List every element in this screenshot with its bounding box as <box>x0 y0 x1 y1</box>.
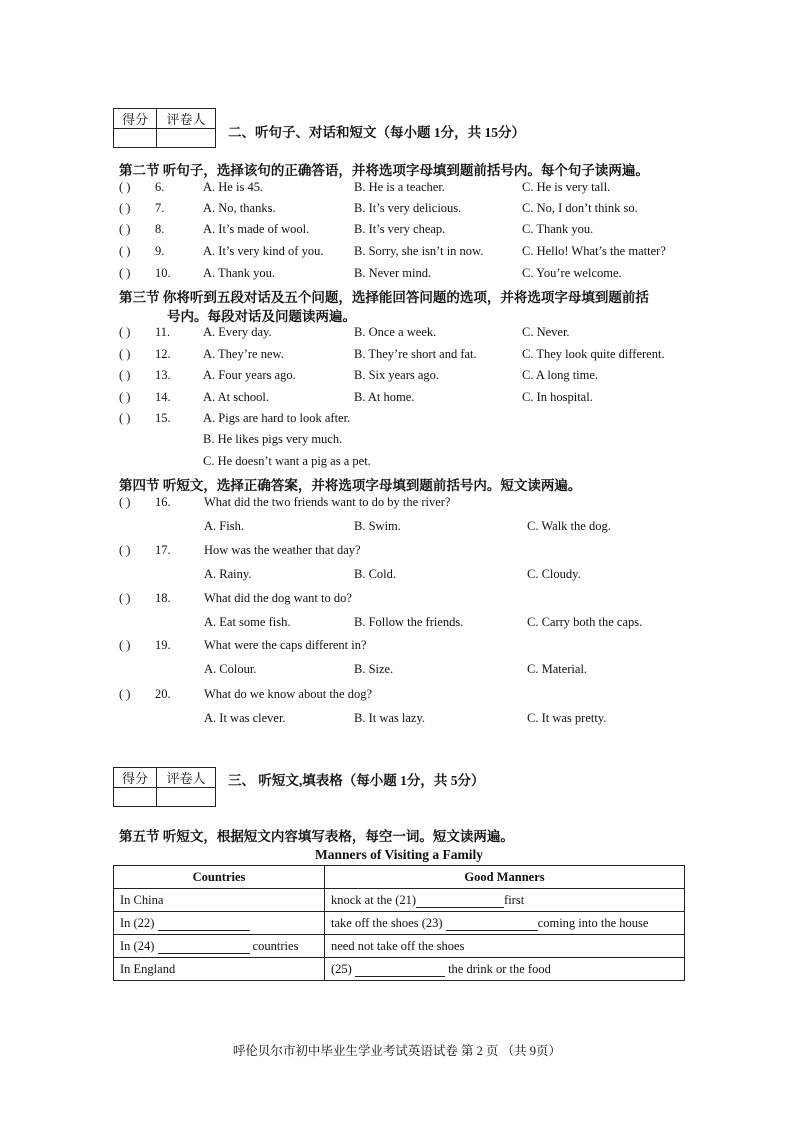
answer-bracket[interactable]: ( ) <box>119 201 131 215</box>
score-cell[interactable] <box>114 788 157 807</box>
question-number: 20. <box>155 687 171 701</box>
answer-bracket[interactable]: ( ) <box>119 411 131 425</box>
answer-bracket[interactable]: ( ) <box>119 495 131 509</box>
question-number: 19. <box>155 638 171 652</box>
option-b: B. Once a week. <box>354 325 437 339</box>
answer-bracket[interactable]: ( ) <box>119 543 131 557</box>
option-a: A. It was clever. <box>204 711 286 725</box>
part3-title: 三、 听短文,填表格（每小题 1分，共 5分） <box>228 773 485 788</box>
option-a: A. Thank you. <box>203 266 275 280</box>
option-a: A. Eat some fish. <box>204 615 291 629</box>
option-a: A. Fish. <box>204 519 244 533</box>
column-header-countries: Countries <box>114 866 325 889</box>
country-cell <box>114 958 325 981</box>
option-b: B. Sorry, she isn’t in now. <box>354 244 484 258</box>
section3-title-line1: 第三节 你将听到五段对话及五个问题，选择能回答问题的选项，并将选项字母填到题前括 <box>119 290 649 305</box>
question-number: 12. <box>155 347 171 361</box>
option-c: C. In hospital. <box>522 390 593 404</box>
cell-text: need not take off the shoes <box>331 938 465 953</box>
option-c: C. He is very tall. <box>522 180 611 194</box>
table-header-row <box>114 866 685 889</box>
option-b: B. It was lazy. <box>354 711 426 725</box>
option-a: A. Pigs are hard to look after. <box>203 411 351 425</box>
cell-text: In (22) <box>120 915 155 930</box>
option-b: B. At home. <box>354 390 415 404</box>
question-number: 17. <box>155 543 171 557</box>
question-number: 7. <box>155 201 165 215</box>
blank-22[interactable] <box>158 918 250 931</box>
cell-text: In England <box>120 961 176 976</box>
manner-cell <box>325 912 685 935</box>
answer-bracket[interactable]: ( ) <box>119 687 131 701</box>
cell-text: coming into the house <box>537 915 649 930</box>
answer-bracket[interactable]: ( ) <box>119 368 131 382</box>
option-a: A. It’s made of wool. <box>203 222 310 236</box>
section2-title: 第二节 听句子，选择该句的正确答语，并将选项字母填到题前括号内。每个句子读两遍。 <box>119 163 649 178</box>
option-c: C. Carry both the caps. <box>527 615 643 629</box>
table-row <box>114 935 685 958</box>
option-a: A. No, thanks. <box>203 201 276 215</box>
cell-text: the drink or the food <box>448 961 551 976</box>
grader-label: 评卷人 <box>157 768 216 788</box>
manner-cell <box>325 935 685 958</box>
manners-table <box>113 865 685 981</box>
option-b: B. It’s very delicious. <box>354 201 462 215</box>
option-a: A. It’s very kind of you. <box>203 244 324 258</box>
question-text: How was the weather that day? <box>204 543 361 557</box>
option-a: A. Colour. <box>204 662 257 676</box>
cell-text: take off the shoes (23) <box>331 915 443 930</box>
option-c: C. He doesn’t want a pig as a pet. <box>203 454 371 468</box>
question-number: 18. <box>155 591 171 605</box>
option-c: C. It was pretty. <box>527 711 607 725</box>
section4-title: 第四节 听短文，选择正确答案，并将选项字母填到题前括号内。短文读两遍。 <box>119 478 582 493</box>
option-b: B. Never mind. <box>354 266 432 280</box>
table-title: Manners of Visiting a Family <box>315 847 483 862</box>
cell-text: In (24) <box>120 938 155 953</box>
answer-bracket[interactable]: ( ) <box>119 347 131 361</box>
column-header-good-manners: Good Manners <box>325 866 685 889</box>
option-b: B. They’re short and fat. <box>354 347 477 361</box>
score-cell[interactable] <box>114 129 157 148</box>
blank-25[interactable] <box>355 964 445 977</box>
score-label: 得分 <box>114 768 157 788</box>
question-number: 15. <box>155 411 171 425</box>
question-text: What did the two friends want to do by the river? <box>204 495 451 509</box>
option-c: C. No, I don’t think so. <box>522 201 638 215</box>
option-a: A. Rainy. <box>204 567 252 581</box>
manner-cell <box>325 958 685 981</box>
country-cell <box>114 889 325 912</box>
option-c: C. Walk the dog. <box>527 519 611 533</box>
page-footer: 呼伦贝尔市初中毕业生学业考试英语试卷 第 2 页 （共 9页） <box>232 1044 562 1058</box>
question-number: 6. <box>155 180 165 194</box>
option-b: B. He is a teacher. <box>354 180 445 194</box>
option-b: B. It’s very cheap. <box>354 222 446 236</box>
option-b: B. Follow the friends. <box>354 615 464 629</box>
answer-bracket[interactable]: ( ) <box>119 180 131 194</box>
part2-title: 二、听句子、对话和短文（每小题 1分，共 15分） <box>228 125 525 140</box>
option-c: C. Hello! What’s the matter? <box>522 244 666 258</box>
cell-text: first <box>504 892 525 907</box>
manner-cell <box>325 889 685 912</box>
score-label: 得分 <box>114 109 157 129</box>
answer-bracket[interactable]: ( ) <box>119 222 131 236</box>
option-c: C. Thank you. <box>522 222 594 236</box>
question-number: 14. <box>155 390 171 404</box>
option-b: B. Six years ago. <box>354 368 440 382</box>
question-text: What did the dog want to do? <box>204 591 352 605</box>
option-b: B. Swim. <box>354 519 401 533</box>
question-number: 8. <box>155 222 165 236</box>
question-number: 9. <box>155 244 165 258</box>
section5-title: 第五节 听短文，根据短文内容填写表格，每空一词。短文读两遍。 <box>119 829 514 844</box>
answer-bracket[interactable]: ( ) <box>119 591 131 605</box>
option-a: A. At school. <box>203 390 269 404</box>
option-a: A. He is 45. <box>203 180 264 194</box>
table-row <box>114 958 685 981</box>
option-a: A. Every day. <box>203 325 272 339</box>
option-a: A. Four years ago. <box>203 368 296 382</box>
table-row <box>114 889 685 912</box>
score-box-part2 <box>113 108 216 148</box>
answer-bracket[interactable]: ( ) <box>119 266 131 280</box>
option-c: C. Never. <box>522 325 570 339</box>
question-number: 13. <box>155 368 171 382</box>
option-c: C. They look quite different. <box>522 347 665 361</box>
cell-text: knock at the (21) <box>331 892 417 907</box>
question-number: 10. <box>155 266 171 280</box>
option-a: A. They’re new. <box>203 347 284 361</box>
question-text: What were the caps different in? <box>204 638 367 652</box>
option-c: C. Cloudy. <box>527 567 581 581</box>
grader-label: 评卷人 <box>157 109 216 129</box>
option-b: B. He likes pigs very much. <box>203 432 343 446</box>
blank-21[interactable] <box>416 895 504 908</box>
option-c: C. A long time. <box>522 368 599 382</box>
cell-text: In China <box>120 892 164 907</box>
option-c: C. You’re welcome. <box>522 266 622 280</box>
answer-bracket[interactable]: ( ) <box>119 390 131 404</box>
blank-23[interactable] <box>446 918 538 931</box>
cell-text: countries <box>252 938 299 953</box>
blank-24[interactable] <box>158 941 250 954</box>
table-row <box>114 912 685 935</box>
score-box-part3 <box>113 767 216 807</box>
country-cell <box>114 935 325 958</box>
country-cell <box>114 912 325 935</box>
answer-bracket[interactable]: ( ) <box>119 638 131 652</box>
option-c: C. Material. <box>527 662 588 676</box>
question-number: 11. <box>155 325 171 339</box>
question-text: What do we know about the dog? <box>204 687 373 701</box>
cell-text: (25) <box>331 961 352 976</box>
answer-bracket[interactable]: ( ) <box>119 325 131 339</box>
section3-title-line2: 号内。每段对话及问题读两遍。 <box>167 309 356 324</box>
answer-bracket[interactable]: ( ) <box>119 244 131 258</box>
grader-cell[interactable] <box>157 788 216 807</box>
option-b: B. Size. <box>354 662 394 676</box>
option-b: B. Cold. <box>354 567 397 581</box>
grader-cell[interactable] <box>157 129 216 148</box>
question-number: 16. <box>155 495 171 509</box>
